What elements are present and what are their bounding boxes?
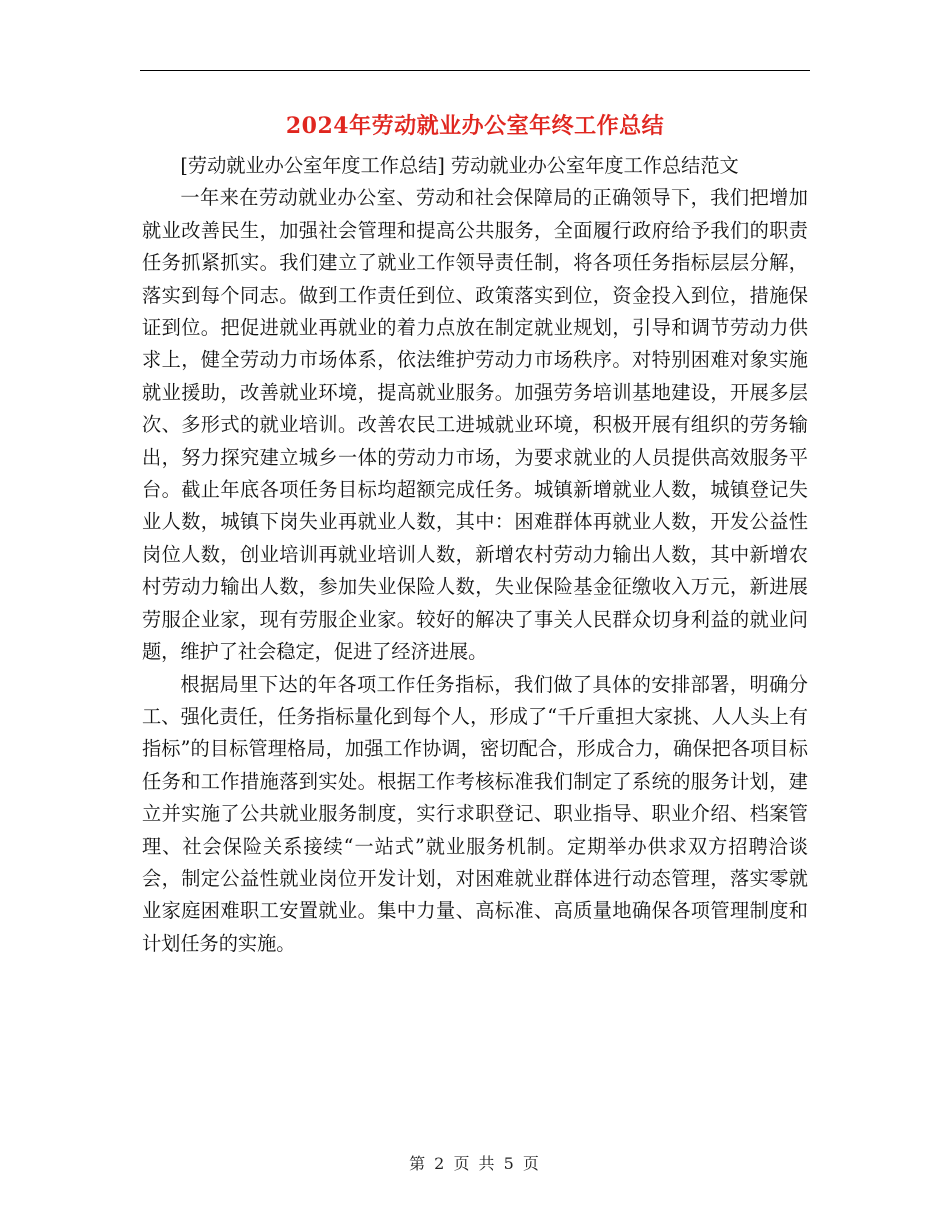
document-title: 2024年劳动就业办公室年终工作总结 (285, 113, 665, 139)
paragraph-1: 一年来在劳动就业办公室、劳动和社会保障局的正确领导下，我们把增加就业改善民生，加强社会管理和提高公共服务，全面履行政府给予我们的职责任务抓紧抓实。我们建立了就业工作领导责任制，将各项任务指标层层分解，落实到每个同志。做到工作责任到位、政策落实到位，资金投入到位，措施保证到位。把促进就业再就业的着力点放在制定就业规划，引导和调节劳动力供求上，健全劳动力市场体系，依法维护劳动力市场秩序。对特别困难对象实施就业援助，改善就业环境，提高就业服务。加强劳务培训基地建设，开展多层次、多形式的就业培训。改善农民工进城就业环境，积极开展有组织的劳务输出，努力探究建立城乡一体的劳动力市场，为要求就业的人员提供高效服务平台。截止年底各项任务目标均超额完成任务。城镇新增就业人数，城镇登记失业人数，城镇下岗失业再就业人数，其中：困难群体再就业人数，开发公益性岗位人数，创业培训再就业培训人数，新增农村劳动力输出人数，其中新增农村劳动力输出人数，参加失业保险人数，失业保险基金征缴收入万元，新进展劳服企业家，现有劳服企业家。较好的解决了事关人民群众切身利益的就业问题，维护了社会稳定，促进了经济进展。 (142, 186, 808, 664)
paragraph-2: 根据局里下达的年各项工作任务指标，我们做了具体的安排部署，明确分工、强化责任，任务指标量化到每个人，形成了“千斤重担大家挑、人人头上有指标”的目标管理格局，加强工作协调，密切配合，形成合力，确保把各项目标任务和工作措施落到实处。根据工作考核标准我们制定了系统的服务计划，建立并实施了公共就业服务制度，实行求职登记、职业指导、职业介绍、档案管理、社会保险关系接续“一站式”就业服务机制。定期举办供求双方招聘洽谈会，制定公益性就业岗位开发计划，对困难就业群体进行动态管理，落实零就业家庭困难职工安置就业。集中力量、高标准、高质量地确保各项管理制度和计划任务的实施。 (142, 672, 808, 955)
paragraph-subtitle: [劳动就业办公室年度工作总结] 劳动就业办公室年度工作总结范文 (180, 154, 739, 177)
page-number: 第 2 页 共 5 页 (409, 1154, 541, 1173)
document-body (142, 150, 808, 960)
header-rule (140, 70, 810, 71)
